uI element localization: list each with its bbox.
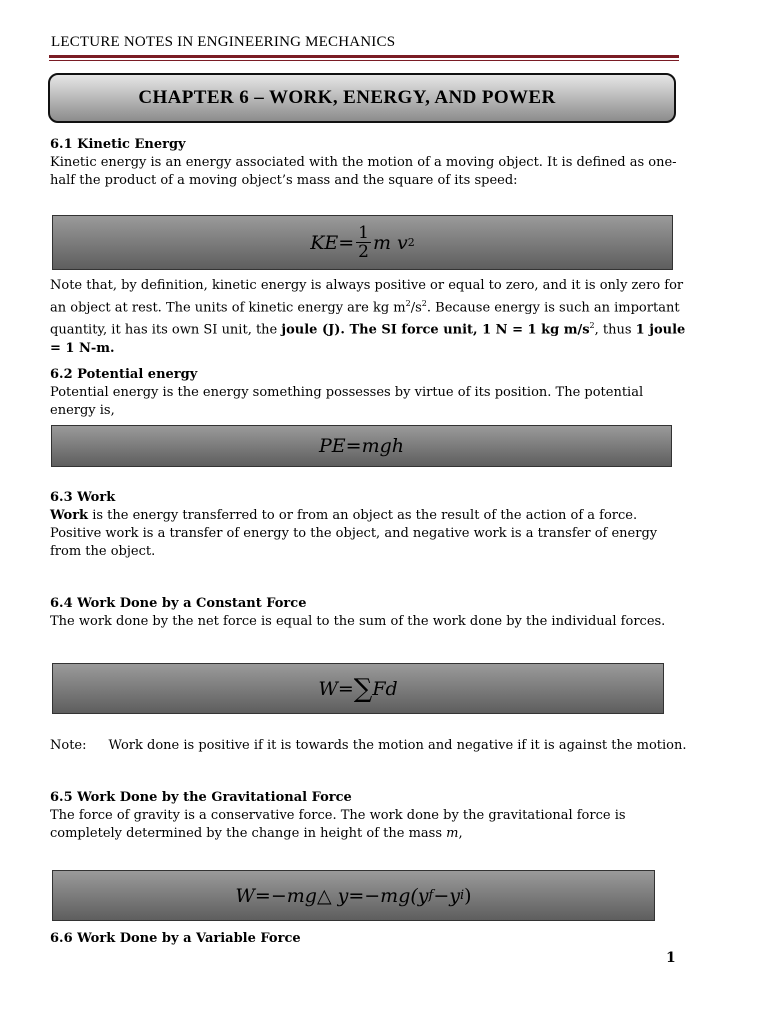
potential-energy-definition: Potential energy is the energy something possesses by virtue of its position. The potential energy is, <box>50 385 644 418</box>
running-header: LECTURE NOTES IN ENGINEERING MECHANICS <box>51 34 396 50</box>
section-heading-variable-force: 6.6 Work Done by a Variable Force <box>50 931 301 946</box>
kinetic-energy-note: Note that, by definition, kinetic energy is always positive or equal to zero, and it is only zero for an object at rest. The units of kinetic energy are kg $m^2/s^2$. Because energy is such an important quantity, it has its own SI unit, the joule (J). The SI force unit, 1 N = 1 kg $m/s^2$, thus 1 joule = 1 N-m. <box>50 278 686 356</box>
kinetic-energy-definition: Kinetic energy is an energy associated with the motion of a moving object. It is defined as one-half the product of a moving object’s mass and the square of its speed: <box>50 155 677 188</box>
fraction-one-half: $\frac{1}{2}$ <box>358 223 369 262</box>
gravitational-force-text: The force of gravity is a conservative force. The work done by the gravitational force is completely determined by the change in height of the mass m, <box>50 808 626 841</box>
work-sign-note: Note: Work done is positive if it is towards the motion and negative if it is against the motion. <box>50 738 687 753</box>
constant-force-equation: W= ∑ Fd <box>52 663 664 714</box>
section-heading-work: 6.3 Work <box>50 490 116 505</box>
header-rule-thick <box>49 55 679 58</box>
constant-force-text: The work done by the net force is equal to the sum of the work done by the individual forces. <box>50 614 666 629</box>
chapter-banner <box>48 73 676 123</box>
potential-energy-equation: PE=mgh <box>51 425 672 467</box>
header-rule-thin <box>49 60 679 61</box>
page-number: 1 <box>666 950 676 966</box>
section-heading-kinetic-energy: 6.1 Kinetic Energy <box>50 137 186 152</box>
gravitational-work-equation: W=−mg△ y=−mg(y f −y i ) <box>52 870 655 921</box>
work-definition: Work is the energy transferred to or from an object as the result of the action of a force. Positive work is a transfer of energy to the object, and negative work is a transfer of energy from the object. <box>50 508 658 559</box>
chapter-title: CHAPTER 6 – WORK, ENERGY, AND POWER <box>138 87 556 108</box>
section-heading-constant-force: 6.4 Work Done by a Constant Force <box>50 596 307 611</box>
kinetic-energy-equation: KE= $\frac{1}{2}$ m v 2 <box>52 215 673 270</box>
section-heading-potential-energy: 6.2 Potential energy <box>50 367 198 382</box>
section-heading-gravitational-force: 6.5 Work Done by the Gravitational Force <box>50 790 352 805</box>
